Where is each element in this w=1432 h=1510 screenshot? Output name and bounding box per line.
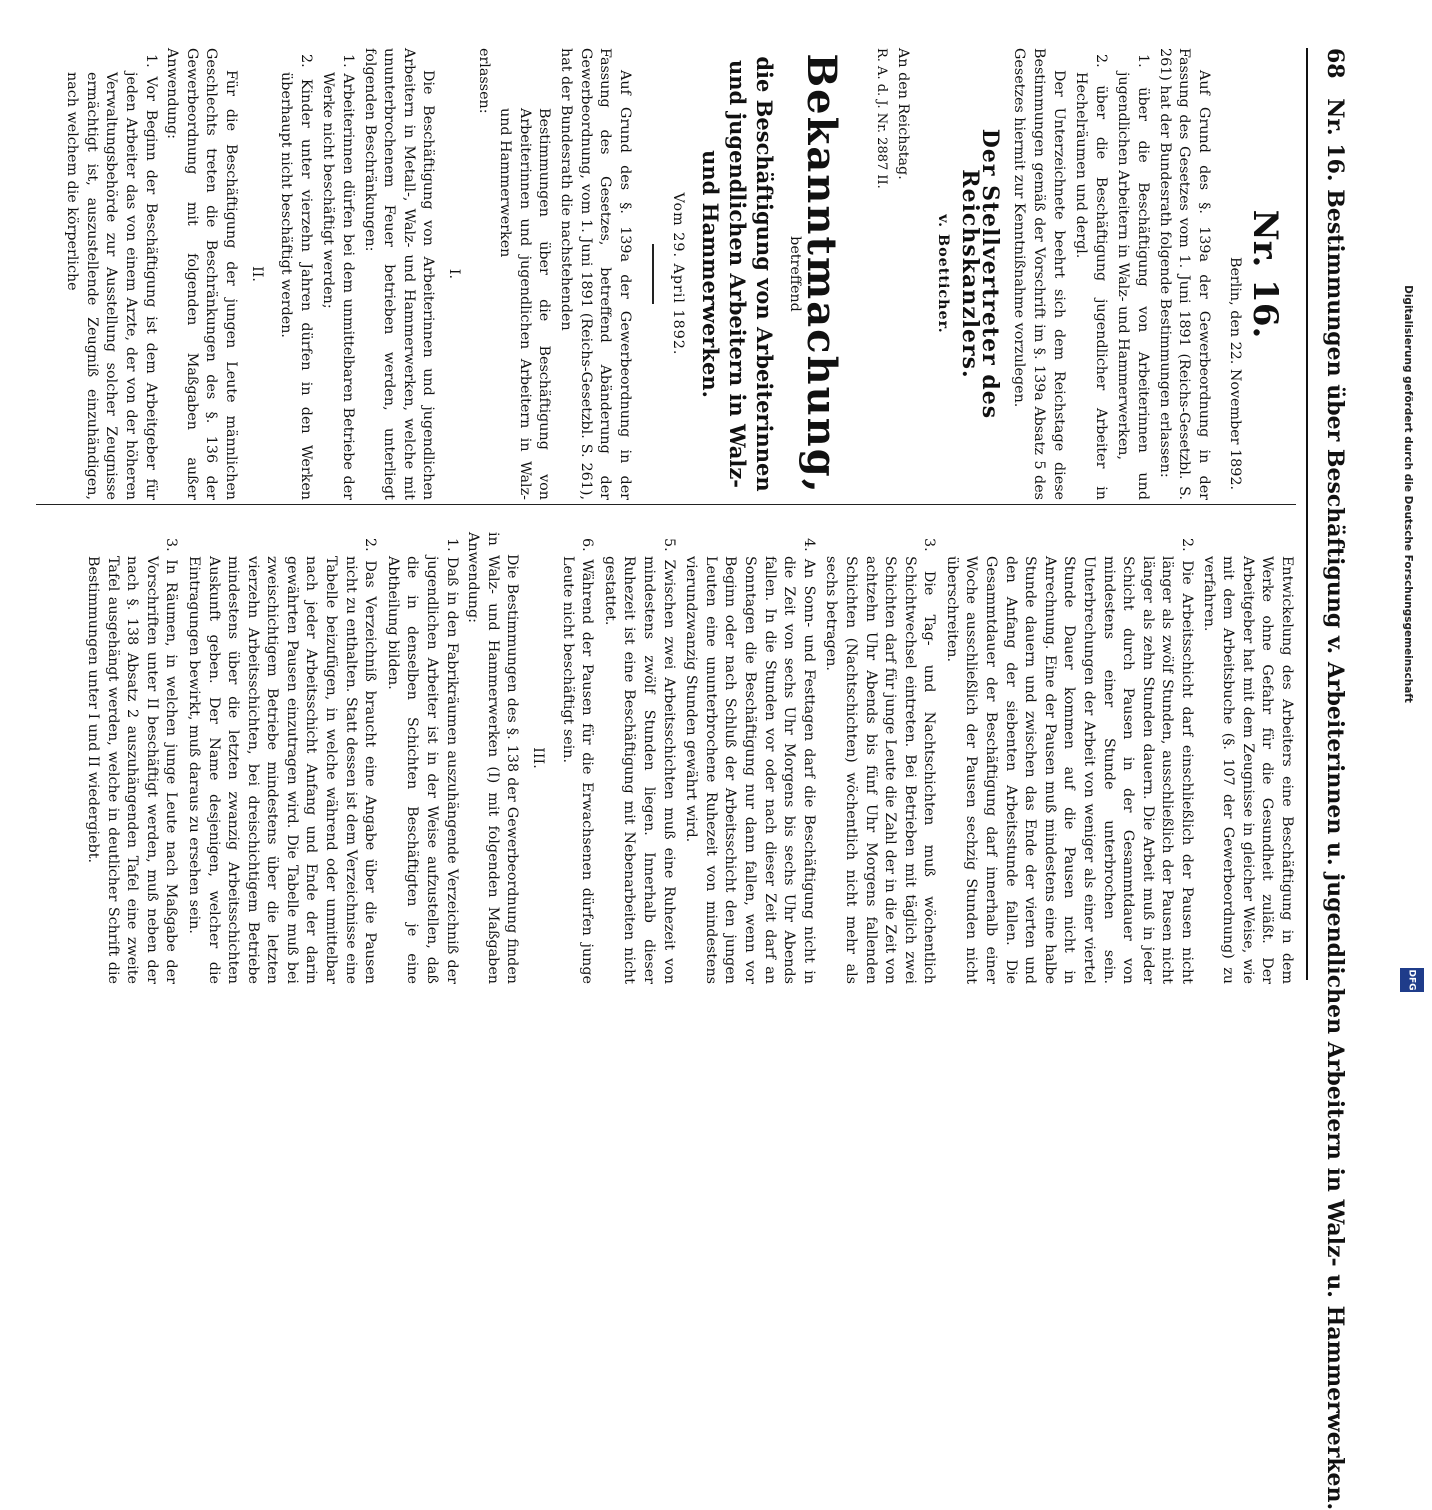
section-heading-I: I. [445, 268, 462, 280]
column-divider [36, 504, 1296, 505]
intro-paragraph: Auf Grund des §. 139a der Gewerbeordnung in der Fassung des Gesetzes vom 1. Juni 1891 (Reichs-Gesetzbl. S. 261) hat der Bundesrath folgende Bestimmungen erlassen: [1156, 48, 1212, 500]
section-II-item: 5. Zwischen zwei Arbeitsschichten muß eine Ruhezeit von mindestens zwölf Stunden liegen. Innerhalb dieser Ruhezeit ist eine Beschäftigung mit Nebenarbeiten nicht gestattet. [601, 538, 677, 984]
section-II-item: 3. Die Tag- und Nachtschichten muß wöchentlich Schichtwechsel eintreten. Bei Betrieben mit täglich zwei Schichten darf für junge Leute die Zahl der in die Zeit von achtzehn Uhr Abends bis fünf Uhr Morgens fallenden Schichten (Nachtschichten) wöchentlich nicht mehr als sechs betragen. [823, 538, 938, 984]
document-date: Berlin, den 22. November 1892. [1227, 256, 1244, 490]
section-I-text: Die Beschäftigung von Arbeiterinnen und jugendlichen Arbeitern in Metall-, Walz- und Hammerwerken, welche mit ununterbrochenem Feuer betrieben werden, unterliegt folgenden Beschränkungen: [361, 48, 437, 500]
dfg-logo-icon [1400, 968, 1424, 992]
section-III-item: 1. Daß in den Fabrikräumen auszuhängende Verzeichniß der jugendlichen Arbeiter ist in der Weise aufzustellen, daß die in denselben Schichten Beschäftigten je eine Abtheilung bilden. [384, 538, 460, 984]
section-II-item: 4. An Sonn- und Festtagen darf die Beschäftigung nicht in die Zeit von sechs Uhr Morgens bis sechs Uhr Abends fallen. In die Stunden vor oder nach dieser Zeit darf an Sonntagen die Beschäftigung nur dann fallen, wenn vor Beginn oder nach Schluß der Arbeitsschicht den jungen Leuten eine ununterbrochene Ruhezeit von mindestens vierundzwanzig Stunden gewährt wird. [683, 538, 817, 984]
document-number: Nr. 16. [1245, 209, 1285, 339]
decree-date: Vom 29. April 1892. [670, 192, 687, 356]
section-III-item: 2. Das Verzeichniß braucht eine Angabe über die Pausen nicht zu enthalten. Statt dessen ist dem Verzeichnisse eine Tabelle beizufügen, in welche während oder unmittelbar nach jeder Arbeitsschicht Anfang und Ende der darin gewährten Pausen einzutragen wird. Die Tabelle muß bei zweischichtigem Betriebe mindestens über die letzten vierzehn Arbeitsschichten, bei dreischichtigem Betriebe mindestens über die letzten zwanzig Arbeitsschichten Auskunft geben. Der Name desjenigen, welcher die Eintragungen bewirkt, muß daraus zu ersehen sein. [185, 538, 379, 984]
undersigned-paragraph: Der Unterzeichnete beehrt sich dem Reichstage diese Bestimmungen gemäß der Vorschrift im §. 139a Absatz 5 des Gesetzes hiermit zur Kenntnißnahme vorzulegen. [1011, 48, 1067, 500]
running-title: Nr. 16. Bestimmungen über Beschäftigung v. Arbeiterinnen u. jugendlichen Arbeitern in Walz- u. Hammerwerken. [1322, 98, 1348, 1510]
preamble-subject: Bestimmungen über die Beschäftigung von Arbeiterinnen und jugendlichen Arbeitern in Walz- und Hammerwerken [497, 108, 553, 500]
signature: v. Boetticher. [934, 214, 951, 334]
preamble: Auf Grund des §. 139a der Gewerbeordnung in der Fassung des Gesetzes, betreffend Abänderung der Gewerbeordnung, vom 1. Juni 1891 (Reichs-Gesetzbl. S. 261), hat der Bundesrath die nachstehenden [557, 48, 633, 500]
preamble-end: erlassen: [475, 48, 492, 114]
section-III-item: 3. In Räumen, in welchen junge Leute nach Maßgabe der Vorschriften unter II beschäftigt werden, muß neben der nach §. 138 Absatz 2 auszuhängenden Tafel eine zweite Tafel ausgehängt werden, welche in deutlicher Schrift die Bestimmungen unter I und II wiedergiebt. [84, 538, 180, 984]
reference-number: R. A. d. J. Nr. 2887 II. [874, 48, 890, 189]
digitization-note [1398, 18, 1412, 978]
left-column [0, 48, 1296, 500]
page-number: 68 [1322, 48, 1348, 79]
digitization-note-text: Digitalisierung gefördert durch die Deutsche Forschungsgemeinschaft [1402, 285, 1414, 703]
section-II-item: 2. Die Arbeitsschicht darf einschließlich der Pausen nicht länger als zwölf Stunden, ausschließlich der Pausen nicht länger als zehn Stunden dauern. Die Arbeit muß in jeder Schicht durch Pausen in der Gesammtdauer von mindestens einer Stunde unterbrochen sein. Unterbrechungen der Arbeit von weniger als einer viertel Stunde Dauer kommen auf die Pausen nicht in Anrechnung. Eine der Pausen muß mindestens eine halbe Stunde dauern und zwischen das Ende der vierten und den Anfang der siebenten Arbeitsstunde fallen. Die Gesammtdauer der Beschäftigung darf innerhalb einer Woche ausschließlich der Pausen sechzig Stunden nicht überschreiten. [943, 538, 1196, 984]
section-III-text: Die Bestimmungen des §. 138 der Gewerbeordnung finden in Walz- und Hammerwerken (I) mit folgenden Maßgaben Anwendung: [465, 532, 521, 984]
dfg-logo-text: DFG [1406, 969, 1417, 991]
subject-heading: die Beschäftigung von Arbeiterinnen und jugendlichen Arbeitern in Walz- und Hammerwerken. [698, 56, 778, 492]
section-I-item: 1. Arbeiterinnen dürfen bei dem unmittelbaren Betriebe der Werke nicht beschäftigt werden; [320, 54, 356, 500]
intro-item: 2. über die Beschäftigung jugendlicher Arbeiter in Hechelräumen und dergl. [1073, 54, 1109, 500]
section-II-text: Für die Beschäftigung der jungen Leute männlichen Geschlechts treten die Beschränkungen des §. 136 der Gewerbeordnung mit folgenden Maßgaben außer Anwendung: [164, 48, 240, 500]
addressee: An den Reichstag. [895, 48, 912, 180]
short-rule [652, 244, 654, 304]
right-column [0, 532, 1296, 984]
betreffend-label: betreffend [786, 236, 803, 312]
continuation-paragraph: Entwickelung des Arbeiters eine Beschäftigung in dem Werke ohne Gefahr für die Gesundheit zuläßt. Der Arbeitgeber hat mit dem Zeugnisse in gleicher Weise, wie mit dem Arbeitsbuche (§. 107 der Gewerbeordnung) zu verfahren. [1200, 556, 1295, 984]
bekanntmachung-heading: Bekanntmachung, [798, 53, 846, 495]
running-header [1306, 48, 1348, 1510]
section-heading-III: III. [530, 747, 547, 769]
section-II-item: 6. Während der Pausen für die Erwachsenen dürfen junge Leute nicht beschäftigt sein. [559, 538, 596, 984]
section-II-item: 1. Vor Beginn der Beschäftigung ist dem Arbeitgeber für jeden Arbeiter das von einem Arzte, der von der höheren Verwaltungsbehörde zur Ausstellung solcher Zeugnisse ermächtigt ist, auszustellende Zeugniß einzuhändigen, nach welchem die körperliche [64, 54, 159, 500]
deputy-title: Der Stellvertreter des Reichskanzlers. [957, 128, 1003, 420]
intro-item: 1. über die Beschäftigung von Arbeiterinnen und jugendlichen Arbeitern in Walz- und Hammerwerken, [1115, 54, 1152, 500]
section-I-item: 2. Kinder unter vierzehn Jahren dürfen in den Werken überhaupt nicht beschäftigt werden. [278, 54, 314, 500]
section-heading-II: II. [248, 266, 265, 282]
